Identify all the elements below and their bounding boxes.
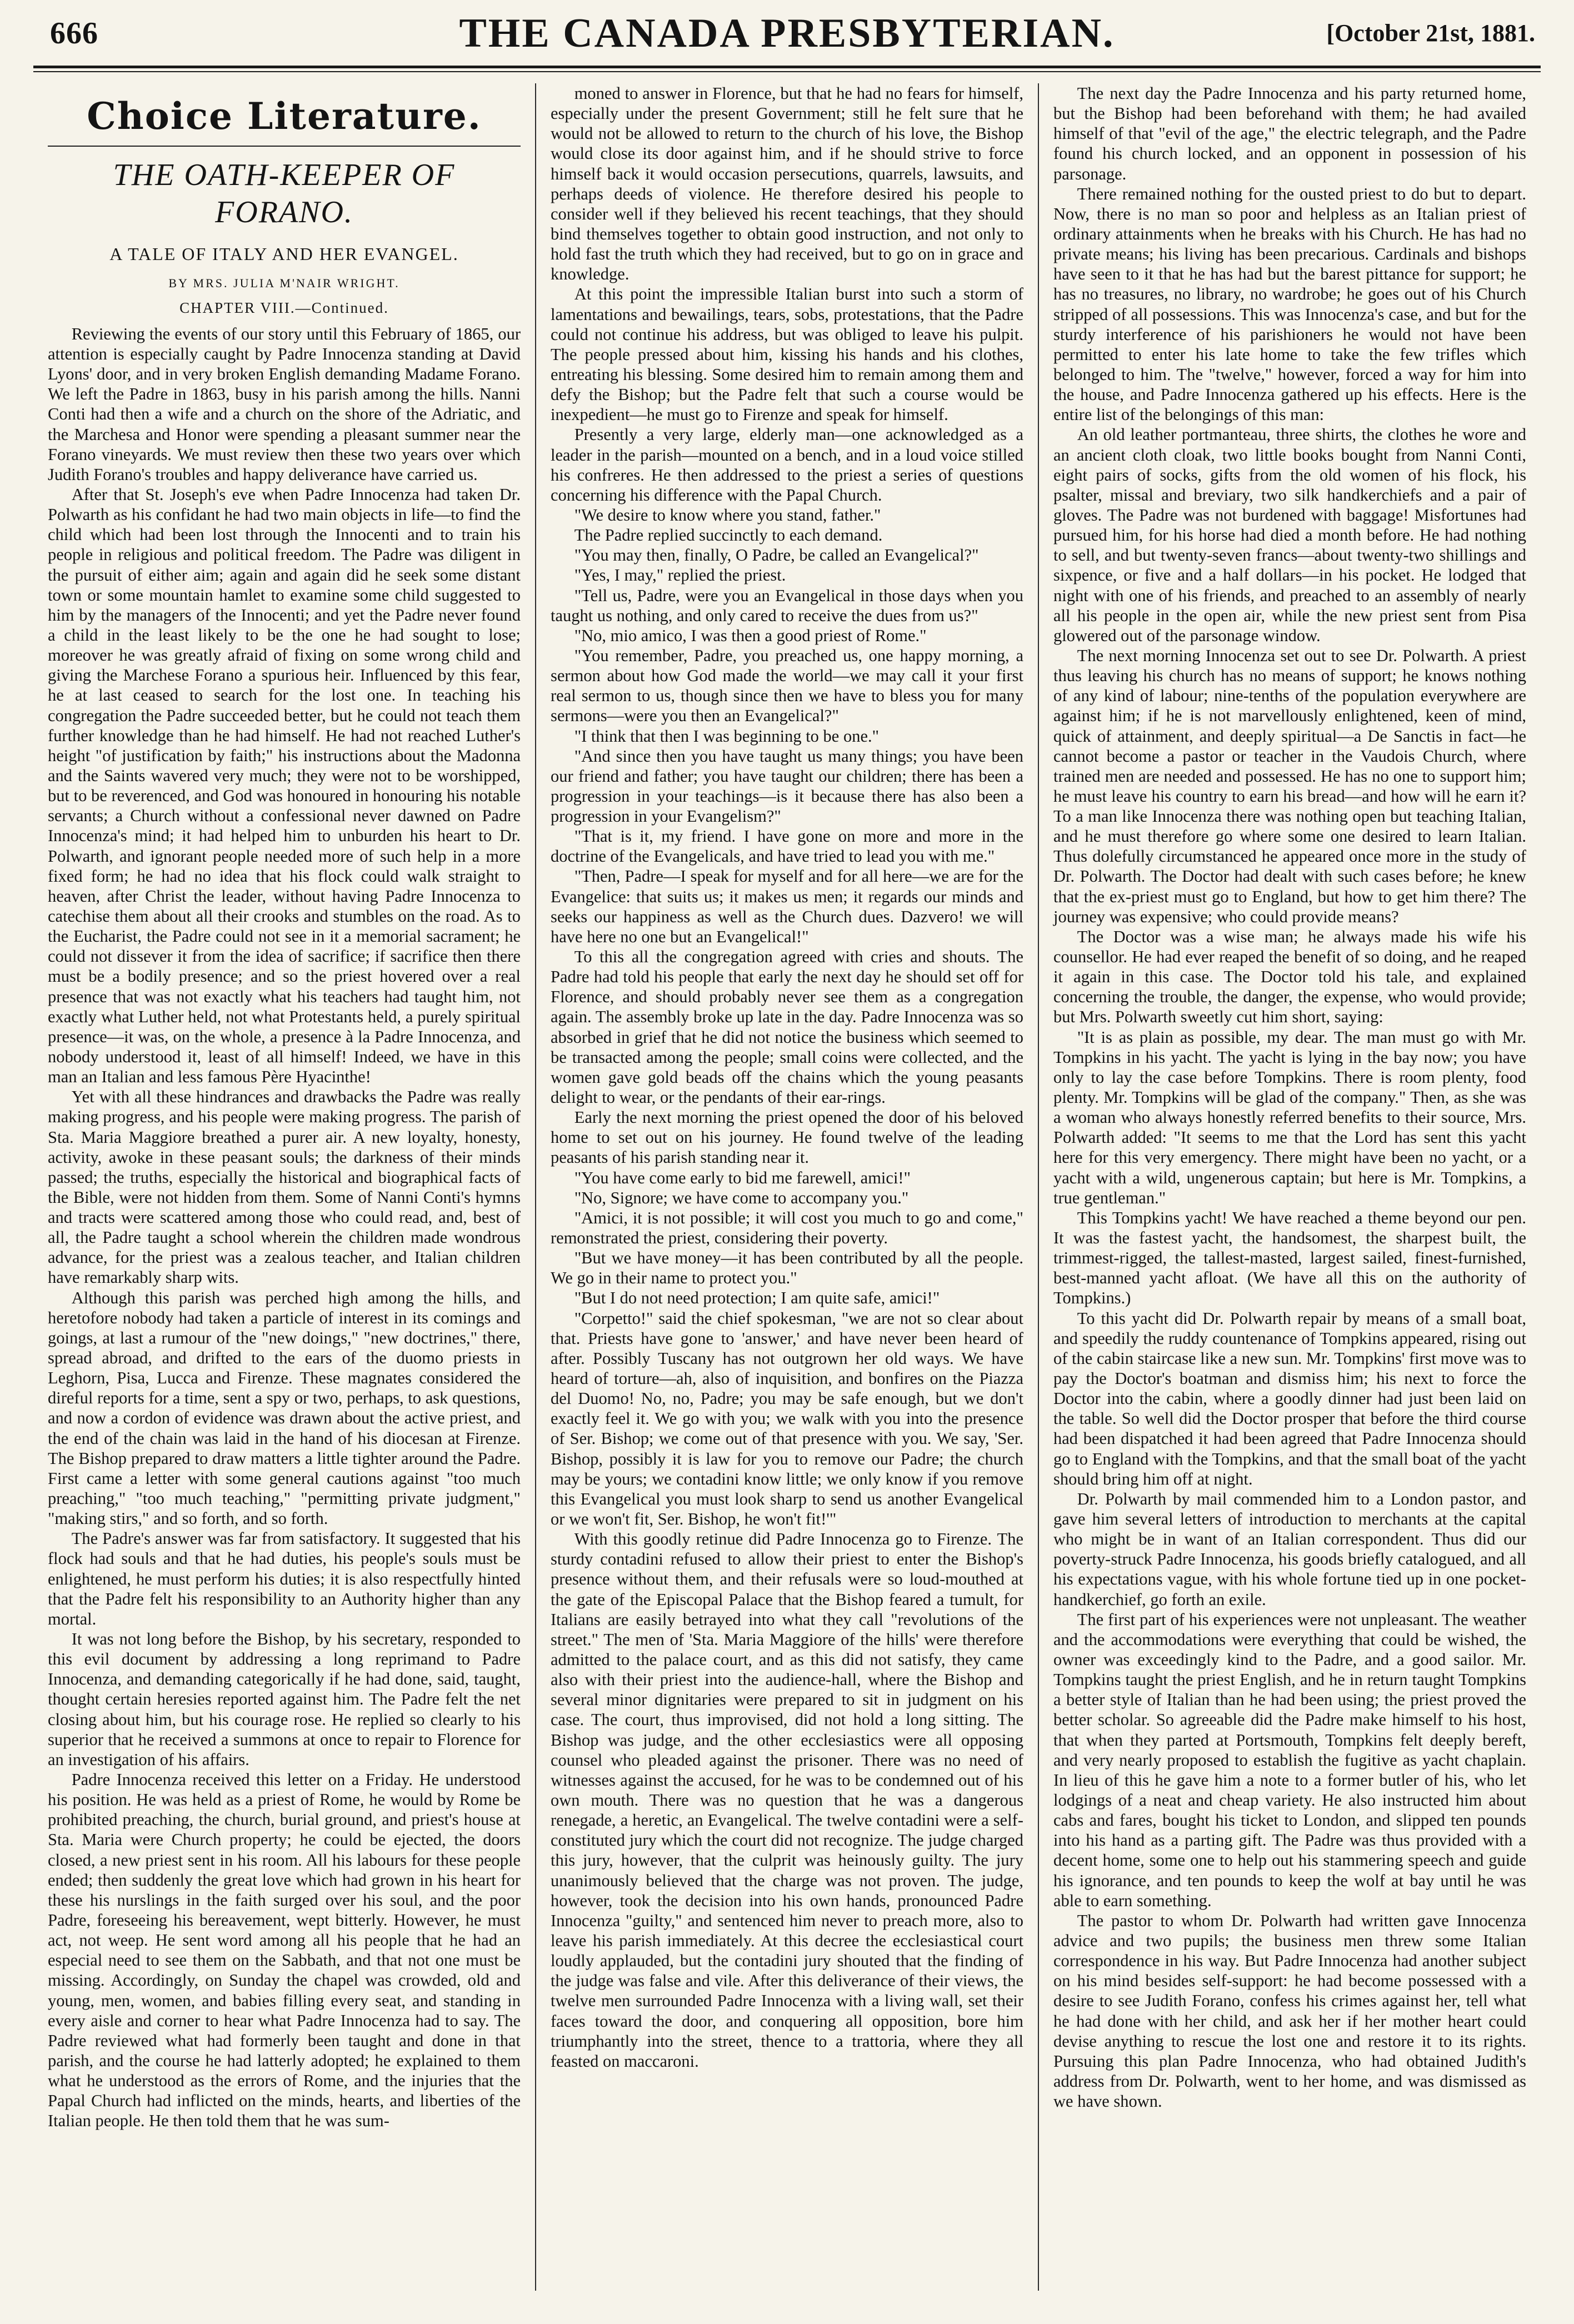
paragraph: The next morning Innocenza set out to see Dr. Polwarth. A priest thus leaving his church has no means of support; he knows nothing of any kind of labour; nine-tenths of the population everywhere are against him; if he is not marvellously enlightened, keen of mind, quick of attainment, and deeply spiritual—a De Sanctis in fact—he cannot become a pastor or teacher in the Vaudois Church, where trained men are needed and possessed. He has no one to support him; he must leave his country to earn his bread—and how will he earn it? To a man like Innocenza there was nothing open but teaching Italian, and he must therefore go where some one desired to learn Italian. Thus dolefully circumstanced he appeared once more in the study of Dr. Polwarth. The Doctor had dealt with such cases before; he knew that the ex-priest must go to England, but how to get him there? The journey was expensive; who could provide means? [1053, 646, 1526, 926]
paragraph: "It is as plain as possible, my dear. The man must go with Mr. Tompkins in his yacht. The yacht is lying in the bay now; you have only to lay the case before Tompkins. There is room plenty, food plenty. Mr. Tompkins will be glad of the company." Then, as she was a woman who always honestly referred benefits to their source, Mrs. Polwarth added: "It seems to me that the Lord has sent this yacht here for this very emergency. There might have been no yacht, or a yacht with a wild, ungenerous captain; but here is Mr. Tompkins, a true gentleman." [1053, 1027, 1526, 1207]
paragraph: Early the next morning the priest opened the door of his beloved home to set out on his journey. He found twelve of the leading peasants of his parish standing near it. [551, 1108, 1023, 1167]
paragraph: "No, mio amico, I was then a good priest of Rome." [574, 626, 927, 645]
header-rule-thick [33, 66, 1541, 68]
paragraph: After that St. Joseph's eve when Padre Innocenza had taken Dr. Polwarth as his confidant he had two main objects in life—to find the child which had been lost through the Innocenti and to train his people in religious and political freedom. The Padre was diligent in the pursuit of either aim; again and again did he seek some distant town or some mountain hamlet to examine some child suggested to him by the managers of the Innocenti; and yet the Padre never found a child in the least likely to be the one he had sought to lose; moreover he was greatly afraid of fixing on some wrong child and giving the Marchese Forano a spurious heir. Influenced by this fear, he at last ceased to search for the lost one. In teaching his congregation the Padre succeeded better, but he could not teach them further knowledge than he had himself. He had not reached Luther's height "of justification by faith;" his instructions about the Madonna and the Saints wavered very much; they were not to be worshipped, but to be reverenced, and God was honoured in honouring his notable servants; a Church without a confessional never dawned on Padre Innocenza's mind; it had helped him to unburden his heart to Dr. Polwarth, and ignorant people needed more of such help in a more fixed form; he had no idea that his flock could walk straight to heaven, after Christ the leader, without having Padre Innocenza to catechise them about all their crooks and stumbles on the road. As to the Eucharist, the Padre could not see in it a memorial sacrament; he could not dissever it from the idea of sacrifice; if sacrifice then there must be a bodily presence; and so the priest hovered over a real presence that was not exactly what his teachers had taught him, not exactly what Luther held, not what Protestants held, a purely spiritual presence—it was, on the whole, a presence à la Padre Innocenza, and nobody understood it, least of all himself! Indeed, we have in this man an Italian and less famous Père Hyacinthe! [48, 485, 521, 1087]
paragraph: "No, Signore; we have come to accompany you." [574, 1188, 909, 1207]
paragraph: "You may then, finally, O Padre, be called an Evangelical?" [574, 546, 979, 565]
page-header [33, 0, 1541, 83]
paragraph: Presently a very large, elderly man—one acknowledged as a leader in the parish—mounted on a bench, and in a loud voice stilled his confreres. He then addressed to the priest a series of questions concerning his difference with the Papal Church. [551, 425, 1023, 504]
paragraph: Reviewing the events of our story until this February of 1865, our attention is especially caught by Padre Innocenza standing at David Lyons' door, and in very broken English demanding Madame Forano. We left the Padre in 1863, busy in his parish among the hills. Nanni Conti had then a wife and a church on the shore of the Adriatic, and the Marchesa and Honor were spending a pleasant summer near the Forano vineyards. We must review then these two years over which Judith Forano's troubles and happy deliverance have carried us. [48, 324, 521, 484]
paragraph: The Padre's answer was far from satisfactory. It suggested that his flock had souls and that he had duties, his people's souls must be enlightened, he must perform his duties; it is also respectfully hinted that the Padre felt his responsibility to an Authority higher than any mortal. [48, 1529, 521, 1628]
paragraph: To this all the congregation agreed with cries and shouts. The Padre had told his people that early the next day he should set off for Florence, and should probably never see them as a congregation again. The assembly broke up late in the day. Padre Innocenza was so absorbed in grief that he did not notice the business which seemed to be transacted among the people; small coins were collected, and the women gave gold beads off the chains which the young peasants delight to wear, or the pendants of their ear-rings. [551, 947, 1023, 1107]
paragraph: With this goodly retinue did Padre Innocenza go to Firenze. The sturdy contadini refused to allow their priest to enter the Bishop's presence without them, and their refusals were so loud-mouthed at the gate of the Episcopal Palace that the Bishop feared a tumult, for Italians are easily betrayed into what they call "revolutions of the street." The men of 'Sta. Maria Maggiore of the hills' were therefore admitted to the palace court, and as this did not satisfy, they came also with their priest into the audience-hall, where the Bishop and several minor dignitaries were prepared to sit in judgment on his case. The court, thus improvised, did not hold a long sitting. The Bishop was judge, and the other ecclesiastics were all opposing counsel who pleaded against the prisoner. There was no need of witnesses against the accused, for he was to be condemned out of his own mouth. There was no question that he was a dangerous renegade, a heretic, an Evangelical. The twelve contadini were a self-constituted jury which the court did not recognize. The judge charged this jury, however, that the culprit was heinously guilty. The jury unanimously believed that the charge was not proven. The judge, however, took the decision into his own hands, pronounced Padre Innocenza "guilty," and sentenced him never to preach more, also to leave his parish immediately. At this decree the ecclesiastical court loudly applauded, but the contadini jury shouted that the finding of the judge was false and vile. After this deliverance of their views, the twelve men surrounded Padre Innocenza with a living wall, set their faces toward the door, and conquering all opposition, bore him triumphantly into the street, thence to a trattoria, where they all feasted on maccaroni. [551, 1530, 1023, 2071]
chapter-heading: CHAPTER VIII.—Continued. [179, 299, 389, 316]
column-body [48, 324, 521, 2131]
header-rule-thin [33, 71, 1541, 72]
paragraph: "I think that then I was beginning to be one." [574, 726, 880, 746]
column-1 [33, 83, 535, 2291]
paragraph: To this yacht did Dr. Polwarth repair by means of a small boat, and speedily the ruddy countenance of Tompkins appeared, rising out of the cabin staircase like a new sun. Mr. Tompkins' first move was to pay the Doctor's boatman and dismiss him; his next to force the Doctor into the cabin, where a goodly dinner had just been laid on the table. So well did the Doctor prosper that before the third course had been dispatched it had been agreed that Padre Innocenza should go to England with the Tompkins, and that the small boat of the yacht should bring him off at night. [1053, 1308, 1526, 1488]
paragraph: An old leather portmanteau, three shirts, the clothes he wore and an ancient cloth cloak, two little books bought from Nanni Conti, eight pairs of socks, gifts from the old women of his flock, his psalter, missal and breviary, two silk handkerchiefs and a pair of gloves. The Padre was not burdened with baggage! Misfortunes had pursued him, for his horse had died a month before. He had nothing to sell, and but twenty-seven francs—about twenty-two shillings and sixpence, or five and a half dollars—in his pocket. He lodged that night with one of his friends, and preached to an assembly of nearly all his people in the open air, while the new priest sent from Pisa glowered out of the parsonage window. [1053, 425, 1526, 645]
paragraph: "Yes, I may," replied the priest. [574, 566, 786, 585]
paragraph: Padre Innocenza received this letter on a Friday. He understood his position. He was held as a priest of Rome, he would by Rome be prohibited preaching, the church, burial ground, and priest's house at Sta. Maria were Church property; he could be ejected, the doors closed, a new priest sent in his room. All his labours for these people ended; then suddenly the great love which had grown in his heart for these his nurslings in the faith surged over his soul, and the poor Padre, foreseeing his bereavement, wept bitterly. However, he must act, not weep. He sent word among all his people that he had an especial need to see them on the Sabbath, and that not one must be missing. Accordingly, on Sunday the chapel was crowded, old and young, men, women, and babies filling every seat, and standing in every aisle and corner to hear what Padre Innocenza had to say. The Padre reviewed what had formerly been taught and done in that parish, and the course he had latterly adopted; he explained to them what he understood as the errors of Rome, and the injuries that the Papal Church had inflicted on the minds, hearts, and liberties of the Italian people. He then told them that he was sum- [48, 1770, 521, 2131]
paragraph: There remained nothing for the ousted priest to do but to depart. Now, there is no man so poor and helpless as an Italian priest of ordinary attainments when he breaks with his Church. He has had no private means; his living has been precarious. Cardinals and bishops have seen to it that he has had but the barest pittance for support; he has no treasures, no library, no wardrobe; he goes out of his Church stripped of all possessions. This was Innocenza's case, and but for the sturdy interference of his parishioners he would not have been permitted to enter his late home to take the few trifles which belonged to him. The "twelve," however, forced a way for him into the house, and Padre Innocenza gathered up his effects. Here is the entire list of the belongings of this man: [1053, 184, 1526, 424]
paragraph: The Padre replied succinctly to each demand. [574, 526, 883, 545]
section-title: Choice Literature. [48, 94, 521, 147]
paragraph: "You have come early to bid me farewell, amici!" [574, 1168, 911, 1187]
paragraph: Yet with all these hindrances and drawbacks the Padre was really making progress, and his people were making progress. The parish of Sta. Maria Maggiore breathed a purer air. A new loyalty, honesty, activity, awoke in these peasant souls; the darkness of their minds passed; the truths, especially the historical and biographical facts of the Bible, were not hidden from them. Some of Nanni Conti's hymns and tracts were scattered among those who could read, and, best of all, the Padre taught a school wherein the children made wondrous advance, for the priest was a zealous teacher, and Italian children have remarkably sharp wits. [48, 1087, 521, 1287]
paragraph: "And since then you have taught us many things; you have been our friend and father; you have taught our children; there has been a progression in your teachings—is it because there has also been a progression in your Evangelism?" [551, 746, 1023, 826]
story-title: THE OATH-KEEPER OF FORANO. [113, 158, 456, 229]
paragraph: "But we have money—it has been contributed by all the people. We go in their name to protect you." [551, 1248, 1023, 1288]
paragraph: It was not long before the Bishop, by his secretary, responded to this evil document by addressing a long reprimand to Padre Innocenza, and demanding categorically if he had done, said, taught, thought certain heresies reported against him. The Padre felt the net closing about him, but his courage rose. He replied so clearly to his superior that he received a summons at once to repair to Florence for an investigation of his affairs. [48, 1630, 521, 1769]
paragraph: Although this parish was perched high among the hills, and heretofore nobody had taken a particle of interest in its comings and goings, at last a rumour of the "new doings," "new doctrines," there, spread abroad, and drifted to the ears of the duomo priests in Leghorn, Pisa, Lucca and Firenze. These magnates considered the direful reports for a time, sent a spy or two, perhaps, to ask questions, and now a cordon of evidence was drawn about the active priest, and the end of the chain was laid in the hand of his diocesan at Firenze. The Bishop prepared to draw matters a little tighter around the Padre. First came a letter with some general cautions against "too much preaching," "too much teaching," "permitting private judgment," "making stirs," and so forth, and so forth. [48, 1288, 521, 1528]
column-body [551, 83, 1023, 2071]
paragraph: "That is it, my friend. I have gone on more and more in the doctrine of the Evangelicals, and have tried to lead you with me." [551, 827, 1023, 866]
paragraph: The next day the Padre Innocenza and his party returned home, but the Bishop had been beforehand with them; he had availed himself of that "evil of the age," the electric telegraph, and the Padre found his church locked, and an opponent in possession of his parsonage. [1053, 84, 1526, 183]
paragraph: At this point the impressible Italian burst into such a storm of lamentations and bewailings, tears, sobs, protestations, that the Padre could not continue his address, but was obliged to leave his pulpit. The people pressed about him, kissing his hands and his clothes, entreating his blessing. Some desired him to remain among them and defy the Bishop; but the Padre felt that such a course would be inexpedient—he must go to Firenze and speak for himself. [551, 284, 1023, 424]
paragraph: The Doctor was a wise man; he always made his wife his counsellor. He had ever reaped the benefit of so doing, and he reaped it again in this case. The Doctor told his tale, and explained concerning the trouble, the danger, the expense, who would provide; but Mrs. Polwarth sweetly cut him short, saying: [1053, 927, 1526, 1027]
column-3 [1038, 83, 1541, 2291]
paragraph: "Corpetto!" said the chief spokesman, "we are not so clear about that. Priests have gone to 'answer,' and have never been heard of after. Possibly Tuscany has not outgrown her old ways. We have heard of torture—ah, also of inquisition, and bonfires on the Piazza del Duomo! No, no, Padre; you may be safe enough, but we don't exactly feel it. We go with you; we walk with you into the presence of Ser. Bishop; we come out of that presence with you. We say, 'Ser. Bishop, possibly it is law for you to remove our Padre; the church may be yours; we contadini know little; we only know if you remove this Evangelical you must look sharp to send us another Evangelical or we won't fit, Ser. Bishop, he won't fit!'" [551, 1308, 1023, 1528]
paragraph: moned to answer in Florence, but that he had no fears for himself, especially under the present Government; still he felt sure that he would not be allowed to return to the church of his love, the Bishop would close its door against him, and if he should strive to force himself back it would occasion persecutions, quarrels, lawsuits, and perhaps deeds of violence. He therefore desired his people to consider well if they believed his recent teachings, that they should bind themselves together to obtain good instruction, and not only to hold fast the truth which they had received, but to go on in grace and knowledge. [551, 84, 1023, 284]
page-number: 666 [50, 16, 98, 51]
paragraph: The pastor to whom Dr. Polwarth had written gave Innocenza advice and two pupils; the business men threw some Italian correspondence in his way. But Padre Innocenza had another subject on his mind besides self-support: he had become possessed with a desire to see Judith Forano, confess his crimes against her, tell what he had done with her child, and ask her if her mother heart could devise anything to rescue the lost one and restore it to its rights. Pursuing this plan Padre Innocenza, who had obtained Judith's address from Dr. Polwarth, went to her home, and was dismissed as we have shown. [1053, 1911, 1526, 2111]
column-2 [535, 83, 1038, 2291]
story-author: BY MRS. JULIA M'NAIR WRIGHT. [168, 276, 400, 290]
paragraph: "You remember, Padre, you preached us, one happy morning, a sermon about how God made the world—we may call it your first real sermon to us, though since then we have to bless you for many sermons—were you then an Evangelical?" [551, 646, 1023, 726]
paragraph: "But I do not need protection; I am quite safe, amici!" [574, 1288, 940, 1308]
paragraph: "Then, Padre—I speak for myself and for all here—we are for the Evangelice: that suits us; it makes us men; it regards our minds and seeks our happiness as well as the Church dues. Dazvero! we will have here no one but an Evangelical!" [551, 867, 1023, 946]
paragraph: "Amici, it is not possible; it will cost you much to go and come," remonstrated the priest, considering their poverty. [551, 1208, 1023, 1248]
story-subtitle: A TALE OF ITALY AND HER EVANGEL. [109, 243, 459, 264]
paragraph: This Tompkins yacht! We have reached a theme beyond our pen. It was the fastest yacht, the handsomest, the sharpest built, the trimmest-rigged, the tallest-masted, largest sailed, finest-furnished, best-manned yacht afloat. (We have all this on the authority of Tompkins.) [1053, 1208, 1526, 1308]
issue-date: [October 21st, 1881. [1326, 19, 1535, 47]
masthead: THE CANADA PRESBYTERIAN. [459, 11, 1115, 56]
paragraph: The first part of his experiences were not unpleasant. The weather and the accommodations were everything that could be wished, the owner was exceedingly kind to the Padre, and a good sailor. Mr. Tompkins taught the priest English, and he in return taught Tompkins a better style of Italian than he had been using; the priest proved the better scholar. So agreeable did the Padre make himself to his host, that when they parted at Portsmouth, Tompkins felt deeply bereft, and very nearly proposed to establish the fugitive as yacht chaplain. In lieu of this he gave him a note to a former butler of his, who let lodgings of a neat and cheap variety. He also instructed him about cabs and fares, bought his ticket to London, and slipped ten pounds into his hand as a parting gift. The Padre was thus provided with a decent home, some one to help out his stammering speech and guide his ignorance, and ten pounds to keep the wolf at bay until he was able to earn something. [1053, 1610, 1526, 1910]
paragraph: Dr. Polwarth by mail commended him to a London pastor, and gave him several letters of introduction to merchants at the capital who might be in want of an Italian correspondent. Thus did our poverty-struck Padre Innocenza, his goods briefly catalogued, and all his expectations vague, with his whole fortune tied up in one pocket-handkerchief, go forth an exile. [1053, 1489, 1526, 1609]
article-columns [33, 83, 1541, 2291]
paragraph: "We desire to know where you stand, father." [574, 505, 881, 524]
column-body [1053, 83, 1526, 2111]
paragraph: "Tell us, Padre, were you an Evangelical in those days when you taught us nothing, and only cared to receive the dues from us?" [551, 586, 1023, 625]
